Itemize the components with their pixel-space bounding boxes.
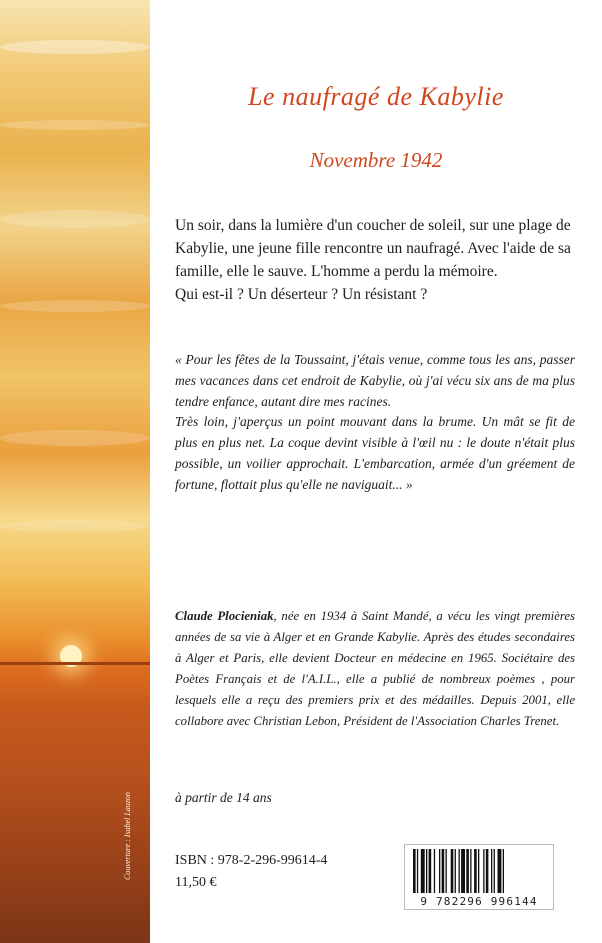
barcode-bar — [429, 849, 432, 893]
excerpt-quote — [175, 350, 575, 496]
author-name: Claude Plocieniak — [175, 609, 274, 623]
barcode-bar — [470, 849, 471, 893]
quote-paragraph: Très loin, j'aperçus un point mouvant dans la brume. Un mât se fit de plus en plus net. La coque devint visible à l'œil nu : le doute n'était plus possible, un voilier approchait. L'embarcation, armée d'un gréement de fortune, flottait plus qu'elle ne naviguait... » — [175, 414, 575, 492]
barcode-bar — [417, 849, 418, 893]
isbn-block — [175, 850, 327, 894]
cover-credit: Couverture : Isabel Lauzon — [123, 792, 132, 880]
barcode-bar — [421, 849, 425, 893]
cover-sunset-image — [0, 0, 150, 943]
age-recommendation: à partir de 14 ans — [175, 790, 272, 805]
author-bio — [175, 606, 575, 732]
barcode — [404, 844, 554, 910]
barcode-number: 9 782296 996144 — [420, 895, 538, 908]
bio-text: , née en 1934 à Saint Mandé, a vécu les vingt premières années de sa vie à Alger et en Grande Kabylie. Après des études secondaires à Alger et Paris, elle devient Docteur en médecine en 1965. Sociétaire des Poètes Français et de l'A.I.L., elle a publié de nombreux poèmes , pour lesquels elle a reçu des premiers prix et des médailles. Depuis 2001, elle collabore avec Christian Lebon, Président de l'Association Charles Trenet. — [175, 609, 575, 728]
barcode-bar — [491, 849, 492, 893]
book-title: Le naufragé de Kabylie — [248, 82, 504, 111]
barcode-bar — [478, 849, 479, 893]
quote-paragraph: « Pour les fêtes de la Toussaint, j'étais venue, comme tous les ans, passer mes vacances dans cet endroit de Kabylie, où j'ai vécu six ans de ma plus tendre enfance, autant dire mes racines. — [175, 352, 575, 409]
blurb — [175, 214, 575, 306]
barcode-bar — [503, 849, 504, 893]
barcode-bar — [442, 849, 445, 893]
barcode-bar — [446, 849, 447, 893]
barcode-bar — [494, 849, 495, 893]
barcode-bar — [455, 849, 456, 893]
isbn: ISBN : 978-2-296-99614-4 — [175, 853, 328, 868]
horizon-line — [0, 662, 150, 665]
barcode-bar — [474, 849, 477, 893]
barcode-bar — [466, 849, 469, 893]
barcode-bar — [486, 849, 489, 893]
barcode-bar — [459, 849, 460, 893]
barcode-bar — [413, 849, 416, 893]
barcode-bar — [426, 849, 427, 893]
barcode-bar — [498, 849, 502, 893]
barcode-bar — [451, 849, 454, 893]
blurb-paragraph: Qui est-il ? Un déserteur ? Un résistant ? — [175, 286, 428, 303]
price: 11,50 € — [175, 875, 217, 890]
barcode-bar — [461, 849, 465, 893]
barcode-bar — [483, 849, 484, 893]
barcode-bar — [434, 849, 435, 893]
book-subtitle: Novembre 1942 — [309, 148, 443, 172]
barcode-bar — [439, 849, 440, 893]
barcode-bars — [405, 845, 553, 895]
blurb-paragraph: Un soir, dans la lumière d'un coucher de soleil, sur une plage de Kabylie, une jeune fille rencontre un naufragé. Avec l'aide de sa famille, elle le sauve. L'homme a perdu la mémoire. — [175, 217, 571, 280]
